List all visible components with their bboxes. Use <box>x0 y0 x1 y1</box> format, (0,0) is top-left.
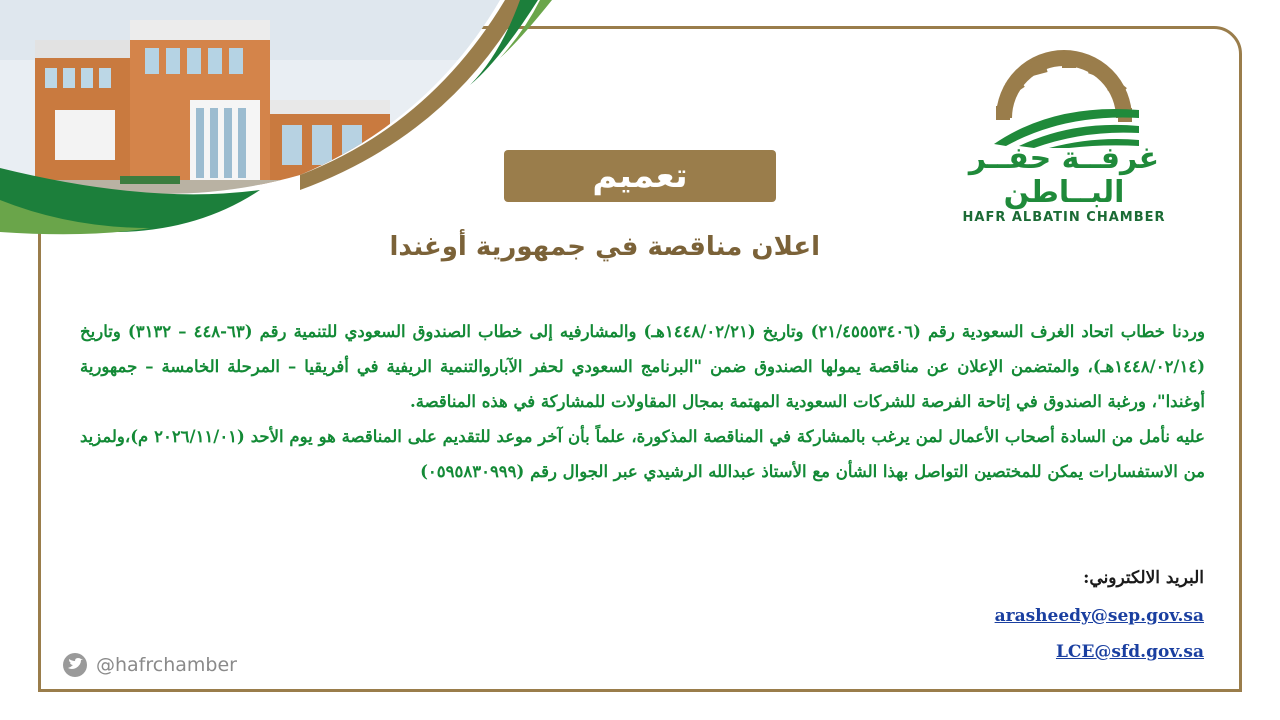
email-link-lce[interactable]: LCE@sfd.gov.sa <box>1055 642 1204 662</box>
social-handle-text: @hafrchamber <box>96 654 237 676</box>
gear-field-icon <box>984 48 1144 148</box>
body-paragraph-2: عليه نأمل من السادة أصحاب الأعمال لمن يرغب بالمشاركة في المناقصة المذكورة، علماً بأن آخر موعد للتقديم على المناقصة هو يوم الأحد (٢٠٢٦/١١/٠١ م)،ولمزيد من الاستفسارات يمكن للمختصين التواصل بهذا الشأن مع الأستاذ عبدالله الرشيدي عبر الجوال رقم (٠٥٩٥٨٣٠٩٩٩) <box>80 427 1205 481</box>
logo-english-name: HAFR ALBATIN CHAMBER <box>962 210 1166 225</box>
social-handle[interactable] <box>62 652 237 678</box>
twitter-icon <box>62 652 88 678</box>
circular-badge: تعميم <box>504 150 776 202</box>
body-paragraph-1: وردنا خطاب اتحاد الغرف السعودية رقم (٢١/٤٥٥٥٣٤٠٦) وتاريخ (١٤٤٨/٠٢/٢١هـ) والمشارفيه إلى خطاب الصندوق السعودي للتنمية رقم (٦٣-٤٤٨ – ٣١٣٢) وتاريخ (١٤٤٨/٠٢/١٤هـ)، والمتضمن الإعلان عن مناقصة يمولها الصندوق ضمن "البرنامج السعودي لحفر الآباروالتنمية الريفية في أفريقيا – المرحلة الخامسة – جمهورية أوغندا"، ورغبة الصندوق في إتاحة الفرصة للشركات السعودية المهتمة بمجال المقاولات للمشاركة في هذه المناقصة. <box>80 322 1205 411</box>
announcement-body <box>80 314 1205 489</box>
email-link-arasheedy[interactable]: arasheedy@sep.gov.sa <box>994 606 1204 626</box>
chamber-building-image <box>0 0 560 240</box>
email-label: البريد الالكتروني: <box>1083 568 1204 588</box>
logo-arabic-name: غرفــة حفــر البــاطن <box>968 141 1160 210</box>
hafr-albatin-chamber-logo <box>944 48 1184 225</box>
announcement-title: اعلان مناقصة في جمهورية أوغندا <box>389 232 820 262</box>
